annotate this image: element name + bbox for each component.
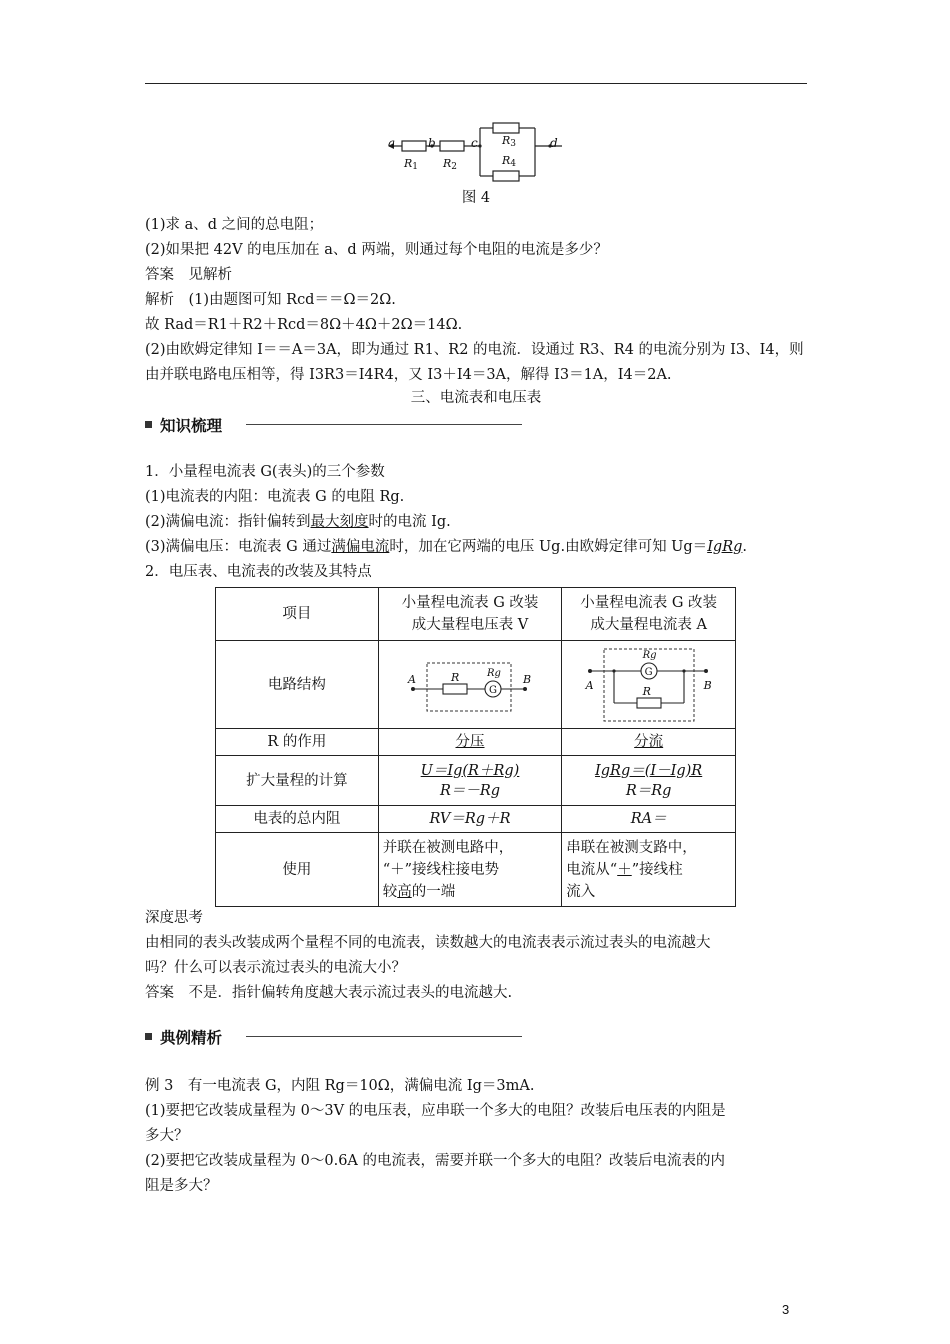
- ammeter-circuit-cell: [562, 641, 736, 729]
- r2-label: $R_2$: [443, 157, 458, 172]
- comparison-table: [215, 587, 736, 907]
- solution-1: 解析 (1)由题图可知 Rcd＝＝Ω＝2Ω.: [145, 292, 396, 308]
- deep-answer: 答案 不是．指针偏转角度越大表示流过表头的电流越大.: [145, 985, 513, 1001]
- role-voltmeter: 分压: [378, 729, 562, 756]
- heading-bullet-icon: [145, 1033, 152, 1040]
- r2-resistor: [440, 141, 464, 151]
- node-b: b: [428, 136, 436, 150]
- knowledge-p2: 2．电压表、电流表的改装及其特点: [145, 564, 372, 580]
- section-title: 三、电流表和电压表: [410, 390, 542, 406]
- solution-3: (2)由欧姆定律知 I＝＝A＝3A，即为通过 R1、R2 的电流．设通过 R3、R4 的电流分别为 I3、I4，则: [145, 342, 804, 358]
- calc-voltmeter: U＝Ig(R＋Rg) R＝－Rg: [378, 756, 562, 806]
- solution-2: 故 Rad＝R1＋R2＋Rcd＝8Ω＋4Ω＋2Ω＝14Ω.: [145, 317, 463, 333]
- question-2: (2)如果把 42V 的电压加在 a、d 两端，则通过每个电阻的电流是多少？: [145, 242, 608, 258]
- header-rule: [145, 83, 807, 84]
- r1-label: $R_1$: [404, 157, 419, 172]
- knowledge-heading: 知识梳理: [145, 414, 222, 436]
- voltmeter-circuit: A B R Rg G: [405, 649, 535, 721]
- deep-question-1: 由相同的表头改装成两个量程不同的电流表，读数越大的电流表表示流过表头的电流越大: [145, 935, 711, 951]
- example3-line3: 多大？: [145, 1128, 189, 1144]
- figure4-caption: 图 4: [461, 190, 491, 206]
- voltmeter-circuit-cell: [378, 641, 562, 729]
- table-row: [216, 756, 736, 806]
- table-row: [216, 641, 736, 729]
- resistance-voltmeter: RV＝Rg＋R: [378, 806, 562, 833]
- knowledge-rule: [246, 424, 522, 425]
- ammeter-circuit: A B R Rg G: [584, 645, 714, 725]
- deep-question-2: 吗？什么可以表示流过表头的电流大小？: [145, 960, 406, 976]
- example3-line4: (2)要把它改装成量程为 0～0.6A 的电流表，需要并联一个多大的电阻？改装后电流表的内: [145, 1153, 726, 1169]
- header-item: 项目: [216, 588, 379, 641]
- r4-label: $R_4$: [502, 154, 517, 169]
- r4-resistor: [493, 171, 519, 181]
- deep-title: 深度思考: [145, 910, 203, 926]
- knowledge-p1c: (3)满偏电压：电流表 G 通过满偏电流时，加在它两端的电压 Ug.由欧姆定律可知 Ug＝IgRg.: [145, 539, 748, 555]
- figure4-circuit: [380, 118, 570, 188]
- heading-bullet-icon: [145, 421, 152, 428]
- row-use-label: 使用: [216, 833, 379, 907]
- node-a: a: [388, 136, 396, 150]
- table-row: [216, 729, 736, 756]
- table-row: [216, 588, 736, 641]
- r3-label: $R_3$: [502, 134, 517, 149]
- resistance-ammeter: RA＝: [562, 806, 736, 833]
- example3-line5: 阻是多大？: [145, 1178, 218, 1194]
- calc-ammeter: IgRg＝(I－Ig)R R＝Rg: [562, 756, 736, 806]
- r1-resistor: [402, 141, 426, 151]
- role-ammeter: 分流: [562, 729, 736, 756]
- node-c: c: [471, 136, 478, 150]
- table-row: [216, 806, 736, 833]
- node-d: d: [550, 136, 558, 150]
- examples-heading: 典例精析: [145, 1026, 222, 1048]
- question-1: (1)求 a、d 之间的总电阻；: [145, 217, 324, 233]
- answer-line: 答案 见解析: [145, 267, 232, 283]
- row-circuit-label: 电路结构: [216, 641, 379, 729]
- example3-line2: (1)要把它改装成量程为 0～3V 的电压表，应串联一个多大的电阻？改装后电压表的内阻是: [145, 1103, 726, 1119]
- header-ammeter: 小量程电流表 G 改装 成大量程电流表 A: [562, 588, 736, 641]
- knowledge-p1a: (1)电流表的内阻：电流表 G 的电阻 Rg.: [145, 489, 405, 505]
- page-number: 3: [782, 1302, 790, 1317]
- table-row: [216, 833, 736, 907]
- example3-line1: 例 3 有一电流表 G，内阻 Rg＝10Ω，满偏电流 Ig＝3mA.: [145, 1078, 535, 1094]
- row-calc-label: 扩大量程的计算: [216, 756, 379, 806]
- use-voltmeter: 并联在被测电路中， “＋”接线柱接电势 较高的一端: [378, 833, 562, 907]
- header-voltmeter: 小量程电流表 G 改装 成大量程电压表 V: [378, 588, 562, 641]
- use-ammeter: 串联在被测支路中， 电流从“＋”接线柱 流入: [562, 833, 736, 907]
- knowledge-p1b: (2)满偏电流：指针偏转到最大刻度时的电流 Ig.: [145, 514, 451, 530]
- row-resistance-label: 电表的总内阻: [216, 806, 379, 833]
- knowledge-p1: 1．小量程电流表 G(表头)的三个参数: [145, 464, 385, 480]
- solution-4: 由并联电路电压相等，得 I3R3＝I4R4，又 I3＋I4＝3A，解得 I3＝1A，I4＝2A.: [145, 367, 672, 383]
- row-role-label: R 的作用: [216, 729, 379, 756]
- examples-rule: [246, 1036, 522, 1037]
- r3-resistor: [493, 123, 519, 133]
